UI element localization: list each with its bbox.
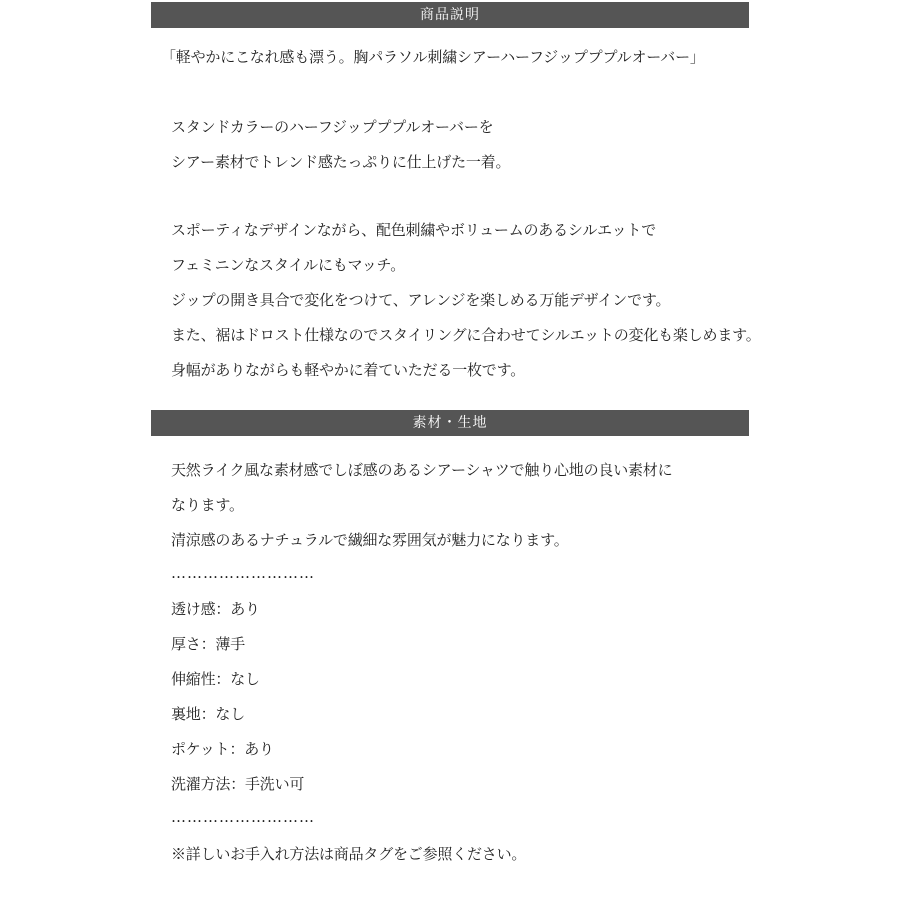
product-title-line: 「軽やかにこなれ感も漂う。胸パラソル刺繍シアーハーフジップププルオーバー」	[161, 48, 705, 66]
description-line: スポーティなデザインながら、配色刺繍やボリュームのあるシルエットで	[171, 221, 657, 239]
spec-stretch: 伸縮性：なし	[171, 670, 260, 688]
material-description-line: 清涼感のあるナチュラルで繊細な雰囲気が魅力になります。	[171, 531, 569, 549]
material-description-line: 天然ライク風な素材感でしぼ感のあるシアーシャツで触り心地の良い素材に	[171, 461, 673, 479]
spec-thickness: 厚さ：薄手	[171, 635, 246, 653]
spec-washing: 洗濯方法：手洗い可	[171, 775, 305, 793]
description-line: フェミニンなスタイルにもマッチ。	[171, 256, 406, 274]
description-line: また、裾はドロスト仕様なのでスタイリングに合わせてシルエットの変化も楽しめます。	[171, 326, 761, 344]
material-description-line: なります。	[171, 496, 244, 514]
dotted-separator: ………………………	[171, 808, 315, 826]
description-line: スタンドカラーのハーフジップププルオーバーを	[171, 118, 494, 136]
description-line: 身幅がありながらも軽やかに着ていただる一枚です。	[171, 361, 526, 379]
description-line: ジップの開き具合で変化をつけて、アレンジを楽しめる万能デザインです。	[171, 291, 671, 309]
dotted-separator: ………………………	[171, 564, 315, 582]
description-line: シアー素材でトレンド感たっぷりに仕上げた一着。	[171, 153, 511, 171]
spec-transparency: 透け感：あり	[171, 600, 260, 618]
spec-pocket: ポケット：あり	[171, 740, 274, 758]
section-header-material: 素材・生地	[151, 410, 749, 436]
section-header-product-description: 商品説明	[151, 2, 749, 28]
spec-lining: 裏地：なし	[171, 705, 246, 723]
care-note: ※詳しいお手入れ方法は商品タグをご参照ください。	[171, 845, 527, 863]
